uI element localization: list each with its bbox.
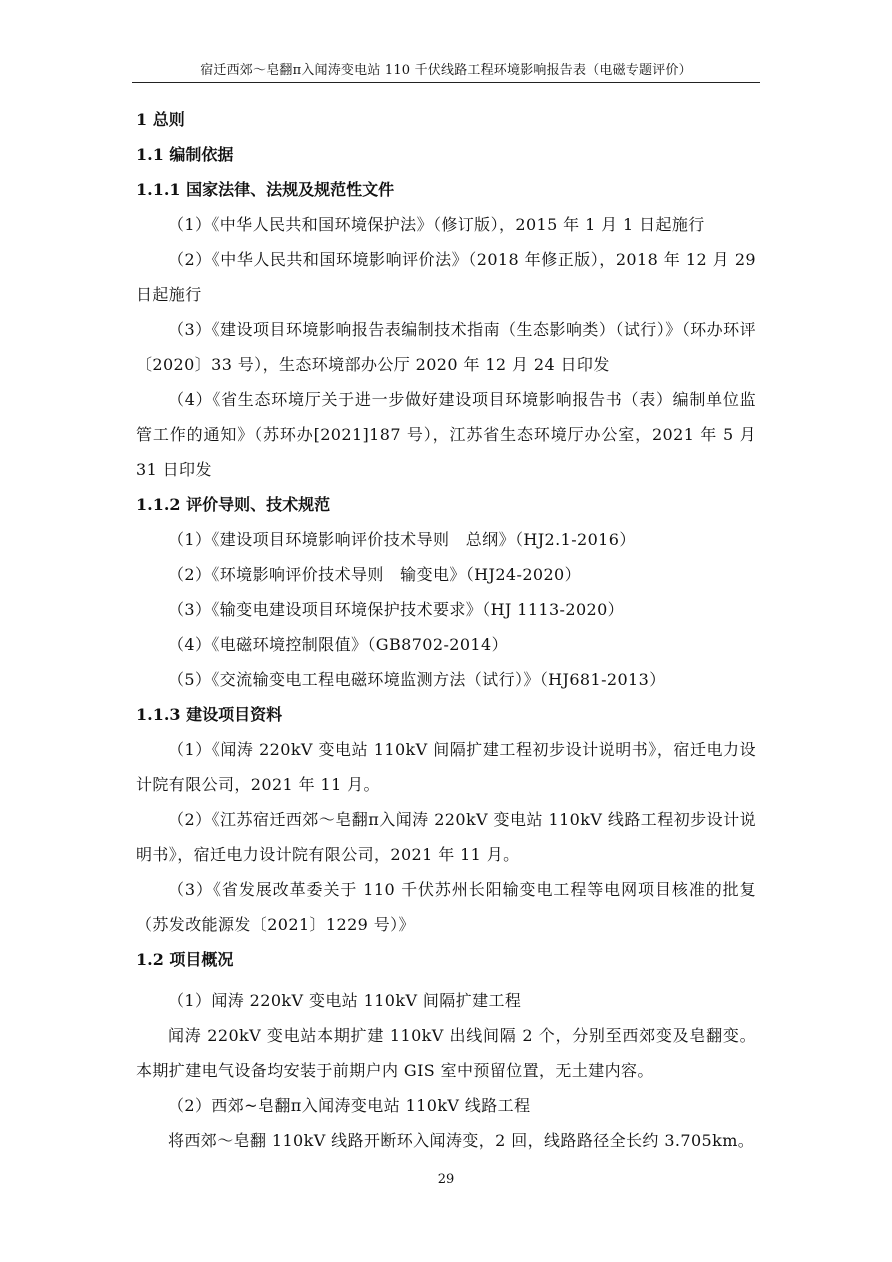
paragraph: 将西郊～皂翻 110kV 线路开断环入闻涛变，2 回，线路路径全长约 3.705km。 xyxy=(168,1131,755,1150)
section-heading-1: 1 总则 xyxy=(136,110,185,129)
paragraph: 闻涛 220kV 变电站本期扩建 110kV 出线间隔 2 个，分别至西郊变及皂翻变。本期扩建电气设备均安装于前期户内 GIS 室中预留位置，无土建内容。 xyxy=(136,1026,756,1080)
list-item: （3）《省发展改革委关于 110 千伏苏州长阳输变电工程等电网项目核准的批复（苏发改能源发〔2021〕1229 号）》 xyxy=(136,880,756,934)
section-heading-1-1-3: 1.1.3 建设项目资料 xyxy=(136,705,283,724)
paragraph: （1）闻涛 220kV 变电站 110kV 间隔扩建工程 xyxy=(168,991,522,1010)
list-item: （4）《电磁环境控制限值》（GB8702-2014） xyxy=(168,635,508,654)
section-heading-1-1: 1.1 编制依据 xyxy=(136,145,234,164)
list-item: （2）《环境影响评价技术导则 输变电》（HJ24-2020） xyxy=(168,565,582,584)
paragraph: （2）西郊~皂翻π入闻涛变电站 110kV 线路工程 xyxy=(168,1096,531,1115)
list-item: （5）《交流输变电工程电磁环境监测方法（试行）》（HJ681-2013） xyxy=(168,670,666,689)
document-body xyxy=(136,102,756,1158)
list-item: （1）《闻涛 220kV 变电站 110kV 间隔扩建工程初步设计说明书》，宿迁电力设计院有限公司，2021 年 11 月。 xyxy=(136,740,756,794)
list-item: （1）《建设项目环境影响评价技术导则 总纲》（HJ2.1-2016） xyxy=(168,530,636,549)
page-number: 29 xyxy=(437,1172,455,1187)
list-item: （4）《省生态环境厅关于进一步做好建设项目环境影响报告书（表）编制单位监管工作的通知》（苏环办[2021]187 号），江苏省生态环境厅办公室，2021 年 5 月 31 日印发 xyxy=(136,390,756,479)
header-divider xyxy=(132,82,760,83)
list-item: （1）《中华人民共和国环境保护法》（修订版），2015 年 1 月 1 日起施行 xyxy=(168,215,705,234)
section-heading-1-1-2: 1.1.2 评价导则、技术规范 xyxy=(136,495,331,514)
list-item: （3）《建设项目环境影响报告表编制技术指南（生态影响类）（试行）》（环办环评〔2020〕33 号），生态环境部办公厅 2020 年 12 月 24 日印发 xyxy=(136,320,756,374)
list-item: （3）《输变电建设项目环境保护技术要求》（HJ 1113-2020） xyxy=(168,600,625,619)
list-item: （2）《江苏宿迁西郊～皂翻π入闻涛 220kV 变电站 110kV 线路工程初步设计说明书》，宿迁电力设计院有限公司，2021 年 11 月。 xyxy=(136,810,756,864)
list-item: （2）《中华人民共和国环境影响评价法》（2018 年修正版），2018 年 12 月 29 日起施行 xyxy=(136,250,756,304)
section-heading-1-2: 1.2 项目概况 xyxy=(136,950,234,969)
page-header: 宿迁西郊～皂翻π入闻涛变电站 110 千伏线路工程环境影响报告表（电磁专题评价） xyxy=(200,63,692,78)
section-heading-1-1-1: 1.1.1 国家法律、法规及规范性文件 xyxy=(136,180,395,199)
